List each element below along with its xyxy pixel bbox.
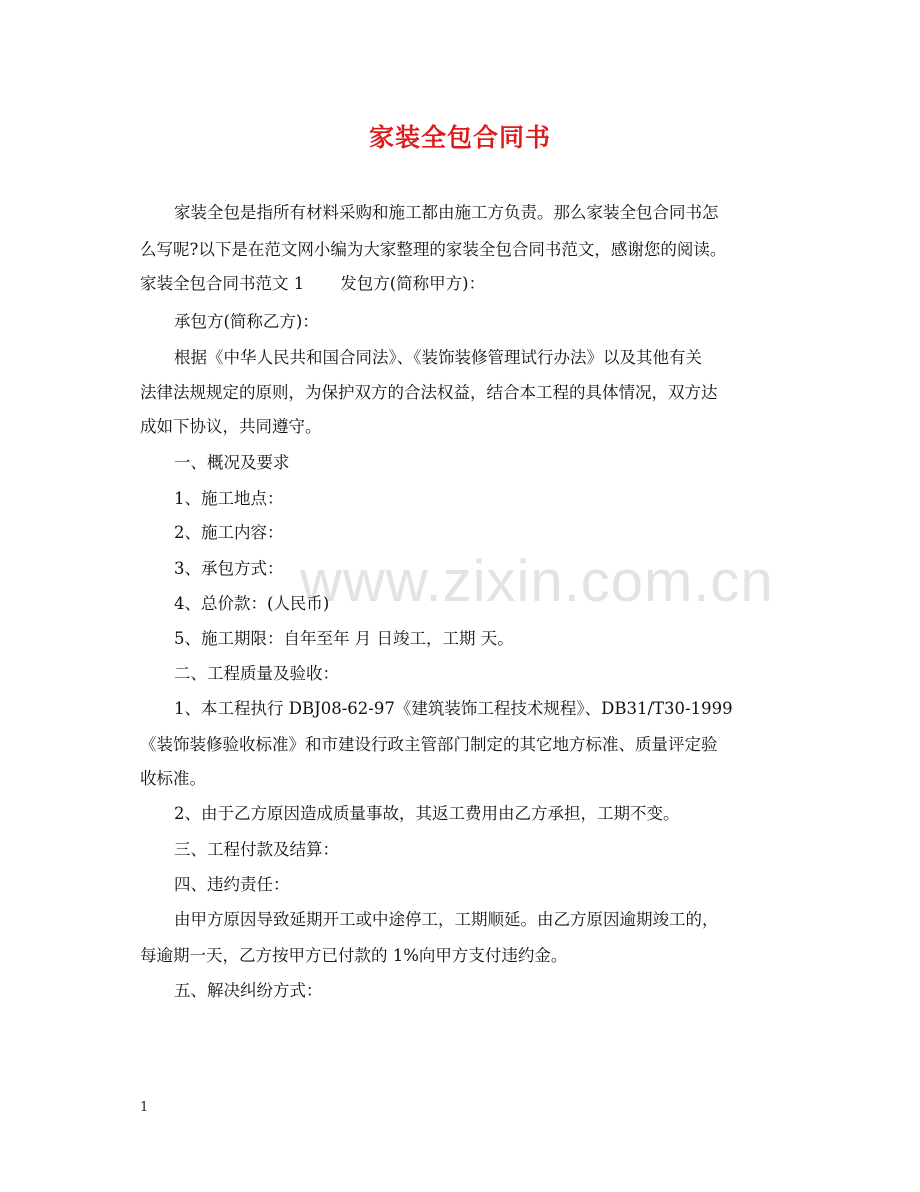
section-2-title: 二、工程质量及验收： <box>174 664 339 683</box>
example-label: 家装全包合同书范文 1 <box>140 274 305 293</box>
section-2-item-1-line-2: 《装饰装修验收标准》和市建设行政主管部门制定的其它地方标准、质量评定验 <box>140 735 718 754</box>
section-1-item-1: 1、施工地点： <box>174 489 284 508</box>
intro-line-2: 么写呢?以下是在范文网小编为大家整理的家装全包合同书范文，感谢您的阅读。 <box>140 240 727 259</box>
party-b-label: 承包方(简称乙方)： <box>174 312 319 331</box>
intro-line-1: 家装全包是指所有材料采购和施工都由施工方负责。那么家装全包合同书怎 <box>174 203 719 222</box>
section-4-para-line-2: 每逾期一天，乙方按甲方已付款的 1%向甲方支付违约金。 <box>140 946 568 965</box>
section-1-title: 一、概况及要求 <box>174 453 290 472</box>
document-title: 家装全包合同书 <box>368 123 551 152</box>
section-5-title: 五、解决纠纷方式： <box>174 981 323 1000</box>
basis-line-1: 根据《中华人民共和国合同法》、《装饰装修管理试行办法》以及其他有关 <box>174 348 702 367</box>
party-a-label: 发包方(简称甲方)： <box>340 274 486 293</box>
section-3-title: 三、工程付款及结算： <box>174 840 339 859</box>
basis-line-3: 成如下协议，共同遵守。 <box>140 417 322 436</box>
section-1-item-3: 3、承包方式： <box>174 559 284 578</box>
section-2-item-1-line-1: 1、本工程执行 DBJ08-62-97《建筑装饰工程技术规程》、DB31/T30-1999 <box>174 699 733 718</box>
section-1-item-4: 4、总价款：(人民币) <box>174 594 330 613</box>
section-1-item-2: 2、施工内容： <box>174 523 284 542</box>
section-4-para-line-1: 由甲方原因导致延期开工或中途停工，工期顺延。由乙方原因逾期竣工的， <box>174 910 719 929</box>
section-4-title: 四、违约责任： <box>174 875 290 894</box>
section-2-item-2: 2、由于乙方原因造成质量事故，其返工费用由乙方承担，工期不变。 <box>174 804 680 823</box>
section-2-item-1-line-3: 收标准。 <box>140 769 206 788</box>
watermark: www.zixin.com.cn <box>300 549 774 614</box>
example-line <box>140 273 780 295</box>
section-1-item-5: 5、施工期限：自年至年 月 日竣工，工期 天。 <box>174 629 514 648</box>
page-number: 1 <box>140 1100 149 1115</box>
basis-line-2: 法律法规规定的原则，为保护双方的合法权益，结合本工程的具体情况，双方达 <box>140 383 718 402</box>
